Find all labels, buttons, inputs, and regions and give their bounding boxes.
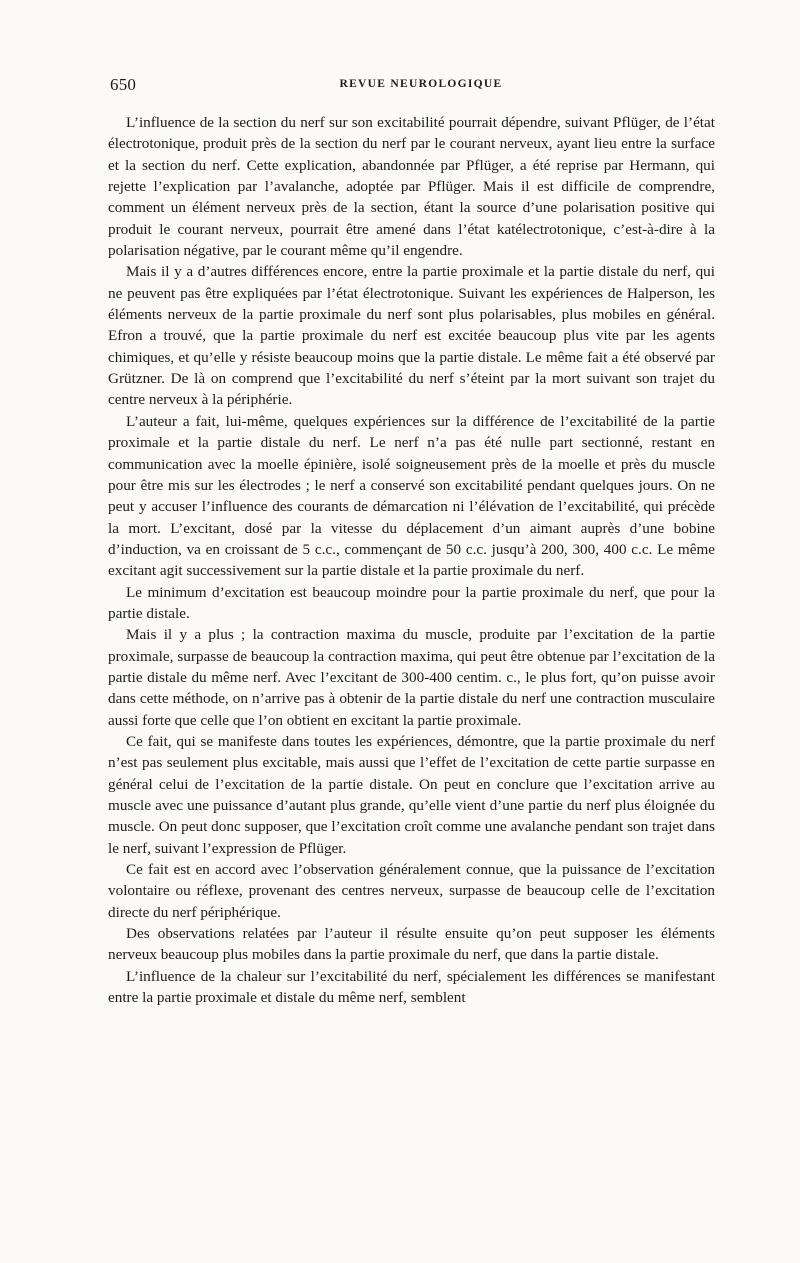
paragraph: Ce fait est en accord avec l’observation généralement connue, que la puissance de l’excitation volontaire ou réflexe, provenant des centres nerveux, surpasse de beaucoup celle de l’excitation directe du nerf périphérique. xyxy=(108,861,715,921)
page-number: 650 xyxy=(110,75,137,94)
paragraph: Le minimum d’excitation est beaucoup moindre pour la partie proximale du nerf, que pour la partie distale. xyxy=(108,583,715,622)
paragraph: L’influence de la section du nerf sur son excitabilité pourrait dépendre, suivant Pflüger, de l’état électrotonique, produit près de la section du nerf par le courant nerveux, ayant lieu entre la surface et la section du nerf. Cette explication, abandonnée par Pflüger, a été reprise par Hermann, qui rejette l’explication par l’avalanche, adoptée par Pflüger. Mais il est difficile de comprendre, comment un élément nerveux près de la section, étant la source d’une polarisation positive qui produit le courant nerveux, pourrait être amené dans l’état katélectrotonique, c’est-à-dire à la polarisation négative, par le courant même qu’il engendre. xyxy=(108,114,715,260)
article-body xyxy=(108,112,715,1008)
paragraph: L’auteur a fait, lui-même, quelques expériences sur la différence de l’excitabilité de la partie proximale et la partie distale du nerf. Le nerf n’a pas été nulle part sectionné, restant en communication avec la moelle épinière, isolé soigneusement près de la moelle et près du muscle pour être mis sur les électrodes ; le nerf a conservé son excitabilité pendant quelques jours. On ne peut y accuser l’influence des courants de démarcation ni l’élévation de l’excitabilité, qui précède la mort. L’excitant, dosé par la vitesse du déplacement d’un aimant auprès d’une bobine d’induction, va en croissant de 5 c.c., commençant de 50 c.c. jusqu’à 200, 300, 400 c.c. Le même excitant agit successivement sur la partie distale et la partie proximale du nerf. xyxy=(108,412,715,580)
paragraph: Ce fait, qui se manifeste dans toutes les expériences, démontre, que la partie proximale du nerf n’est pas seulement plus excitable, mais aussi que l’effet de l’excitation de cette partie surpasse en général celui de l’excitation de la partie distale. On peut en conclure que l’excitation arrive au muscle avec une puissance d’autant plus grande, qu’elle vient d’une partie du nerf plus éloignée du muscle. On peut donc supposer, que l’excitation croît comme une avalanche pendant son trajet dans le nerf, suivant l’expression de Pflüger. xyxy=(108,732,715,857)
paragraph: L’influence de la chaleur sur l’excitabilité du nerf, spécialement les différences se manifestant entre la partie proximale et distale du même nerf, semblent xyxy=(108,967,715,1007)
paragraph: Des observations relatées par l’auteur il résulte ensuite qu’on peut supposer les éléments nerveux beaucoup plus mobiles dans la partie proximale du nerf, que dans la partie distale. xyxy=(108,925,715,964)
paragraph: Mais il y a d’autres différences encore, entre la partie proximale et la partie distale du nerf, qui ne peuvent pas être expliquées par l’état électrotonique. Suivant les expériences de Halperson, les éléments nerveux de la partie proximale du nerf sont plus polarisables, plus mobiles en général. Efron a trouvé, que la partie proximale du nerf est excitée beaucoup plus vite par les agents chimiques, et qu’elle y résiste beaucoup moins que la partie distale. Le même fait a été observé par Grützner. De là on comprend que l’excitabilité du nerf s’éteint par la mort suivant son trajet du centre nerveux à la périphérie. xyxy=(108,263,715,409)
running-title: REVUE NEUROLOGIQUE xyxy=(339,78,503,90)
paragraph: Mais il y a plus ; la contraction maxima du muscle, produite par l’excitation de la partie proximale, surpasse de beaucoup la contraction maxima, qui peut être obtenue par l’excitation de la partie distale du même nerf. Avec l’excitant de 300-400 centim. c., le plus fort, qu’on puisse avoir dans cette méthode, on n’arrive pas à obtenir de la partie distale du nerf une contraction musculaire aussi forte que celle que l’on obtient en excitant la partie proximale. xyxy=(108,626,715,729)
page-header xyxy=(110,75,716,97)
